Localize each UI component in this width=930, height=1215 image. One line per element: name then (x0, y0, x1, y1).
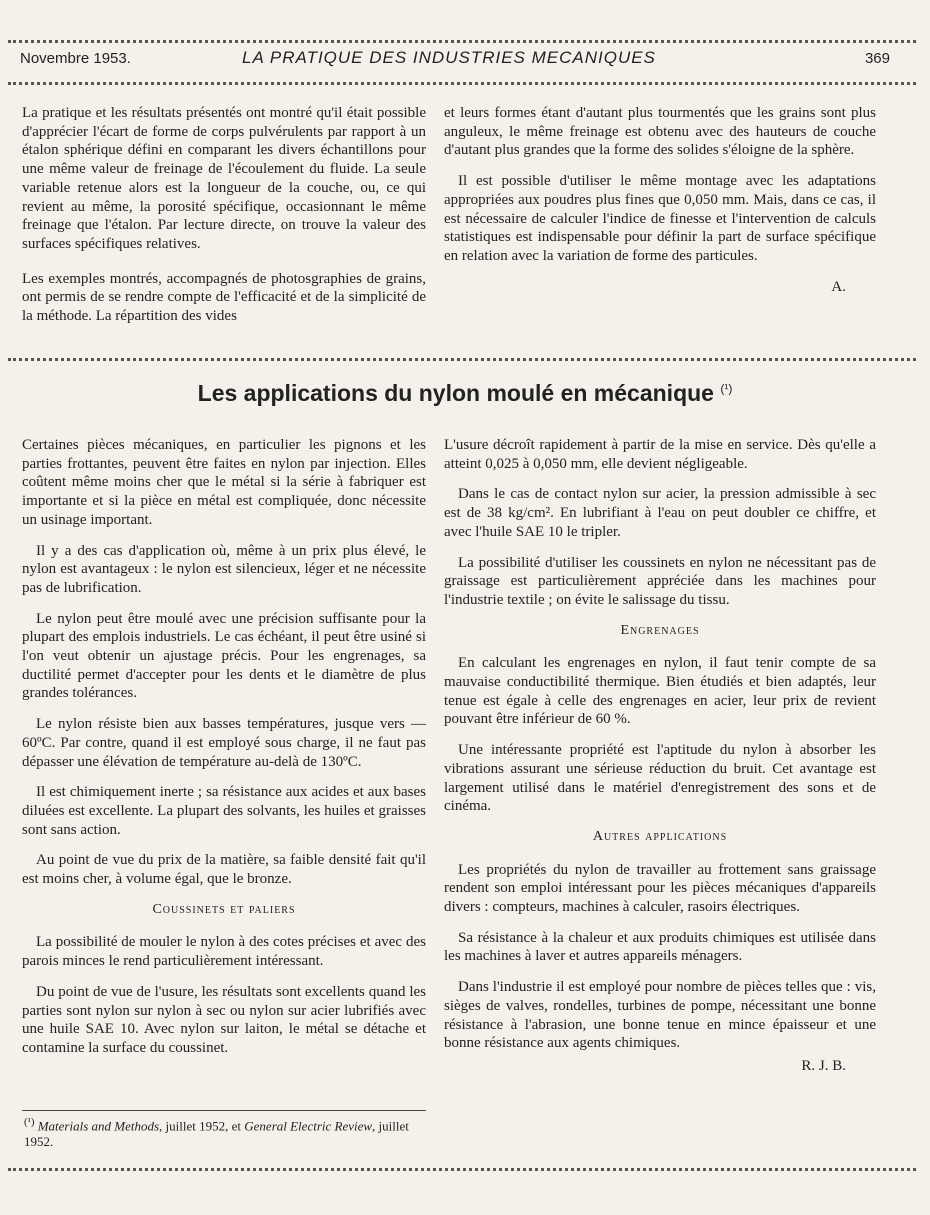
page-number: 369 (864, 50, 890, 67)
prev-article-right-column (444, 104, 876, 296)
footnote-text: , juillet 1952, et (159, 1118, 245, 1134)
paragraph: Du point de vue de l'usure, les résultats sont excellents quand les parties sont nylon sur nylon à sec ou nylon sur acier lubrifiés avec une huile SAE 10. Avec nylon sur laiton, le métal se détache et contamine la surface du coussinet. (22, 983, 426, 1056)
footnote-mark: (¹) (24, 1116, 35, 1128)
paragraph: Dans le cas de contact nylon sur acier, la pression admissible à sec est de 38 kg/cm². En lubrifiant à l'eau on peut doubler ce chiffre, et avec l'huile SAE 10 le tripler. (444, 486, 876, 540)
paragraph: Il est chimiquement inerte ; sa résistance aux acides et aux bases diluées est excellente. La plupart des solvants, les huiles et graisses sont sans action. (22, 784, 426, 838)
paragraph: Il y a des cas d'application où, même à un prix plus élevé, le nylon est avantageux : le nylon est silencieux, léger et ne nécessite pas de lubrification. (22, 542, 426, 596)
paragraph: Sa résistance à la chaleur et aux produits chimiques est utilisée dans les machines à laver et autres appareils ménagers. (444, 929, 876, 965)
top-dotted-rule (8, 40, 916, 43)
article-title (0, 380, 930, 407)
footnote-rule (22, 1110, 426, 1111)
footnote-source: Materials and Methods (37, 1118, 160, 1134)
paragraph: La possibilité d'utiliser les coussinets en nylon ne nécessitant pas de graissage est particulièrement appréciée dans les machines pour l'industrie textile ; on évite le salissage du tissu. (444, 554, 876, 608)
title-footnote-mark: (¹) (720, 381, 733, 396)
section-heading-engrenages: Engrenages (620, 622, 700, 638)
header-dotted-rule (8, 82, 916, 85)
paragraph: Les propriétés du nylon de travailler au frottement sans graissage rendent son emploi intéressant pour les pièces mécaniques d'appareils divers : compteurs, machines à calculer, rasoirs électriques. (444, 861, 876, 916)
article-title-text: Les applications du nylon moulé en mécanique (197, 380, 714, 406)
paragraph: L'usure décroît rapidement à partir de la mise en service. Dès qu'elle a atteint 0,025 à 0,050 mm, elle devient négligeable. (444, 437, 876, 472)
footnote-text: , juillet 1952. (24, 1118, 409, 1150)
paragraph: Au point de vue du prix de la matière, sa faible densité fait qu'il est moins cher, à volume égal, que le bronze. (22, 852, 426, 888)
paragraph: La pratique et les résultats présentés ont montré qu'il était possible d'apprécier l'écart de forme de corps pulvérulents par rapport à un étalon sphérique défini en comparant les divers échantillons pour une même valeur de freinage de l'écoulement du fluide. La seule variable retenue alors est la longueur de la couche, ou, ce qui revient au même, la porosité spécifique, occasionnant le même freinage que l'étalon. Par lecture directe, on trouve la valeur des surfaces spécifiques relatives. (22, 105, 426, 252)
paragraph: Certaines pièces mécaniques, en particulier les pignons et les parties frottantes, peuvent être faites en nylon par injection. Elles coûtent même moins cher que le métal si la série à fabriquer est importante et si la pièce en métal est compliquée, donc nécessite un usinage important. (22, 437, 426, 528)
prev-article-left-column (22, 104, 426, 338)
author-signature: R. J. B. (801, 1057, 846, 1074)
paragraph: La possibilité de mouler le nylon à des cotes précises et avec des parois minces le rend particulièrement intéressant. (22, 934, 426, 970)
author-signature: A. (831, 278, 846, 295)
paragraph: Dans l'industrie il est employé pour nombre de pièces telles que : vis, sièges de valves, rondelles, turbines de pompe, nécessitant une bonne résistance à l'abrasion, une bonne tenue en mince épaisseur et une bonne résistance aux agents chimiques. (444, 979, 876, 1052)
section-heading-autres: Autres applications (592, 828, 728, 844)
article-right-column (444, 436, 876, 1076)
article-left-column (22, 436, 426, 1070)
journal-title: LA PRATIQUE DES INDUSTRIES MECANIQUES (242, 48, 656, 67)
paragraph: Une intéressante propriété est l'aptitude du nylon à absorber les vibrations assurant une sérieuse réduction du bruit. Cet avantage est largement utilisé dans le matériel d'enregistrement des sons et de cinéma. (444, 742, 876, 815)
section-dotted-rule (8, 358, 916, 361)
footnote (24, 1114, 428, 1150)
paragraph: Les exemples montrés, accompagnés de photosgraphies de grains, ont permis de se rendre compte de l'efficacité et de la simplicité de la méthode. La répartition des vides (22, 270, 426, 325)
page-header (20, 50, 890, 72)
bottom-dotted-rule (8, 1168, 916, 1171)
paragraph: Le nylon peut être moulé avec une précision suffisante pour la plupart des emplois industriels. Le cas échéant, il peut être usiné si l'on veut obtenir un ajustage précis. Pour les engrenages, sa ductilité permet d'accepter pour les dents et le diamètre de plus grandes tolérances. (22, 610, 426, 702)
footnote-source: General Electric Review (244, 1118, 373, 1134)
paragraph: En calculant les engrenages en nylon, il faut tenir compte de sa mauvaise conductibilité thermique. Bien étudiés et bien adaptés, leur tenue est égale à celle des engrenages en acier, leur prix de revient pouvant être inférieur de 60 %. (444, 655, 876, 728)
paragraph: et leurs formes étant d'autant plus tourmentés que les grains sont plus anguleux, le même freinage est obtenu avec des hauteurs de couche d'autant plus grandes que la forme des solides s'éloigne de la sphère. (444, 105, 876, 159)
paragraph: Le nylon résiste bien aux basses températures, jusque vers —60ºC. Par contre, quand il est employé sous charge, il ne faut pas dépasser une élévation de température au-delà de 130ºC. (22, 716, 426, 770)
issue-date: Novembre 1953. (20, 50, 131, 67)
section-heading-coussinets: Coussinets et paliers (152, 901, 296, 917)
paragraph: Il est possible d'utiliser le même montage avec les adaptations appropriées aux poudres plus fines que 0,050 mm. Mais, dans ce cas, il est nécessaire de calculer l'indice de finesse et l'intervention de calculs statistiques est indispensable pour définir la part de surface spécifique en relation avec la variation de forme des particules. (444, 173, 876, 264)
